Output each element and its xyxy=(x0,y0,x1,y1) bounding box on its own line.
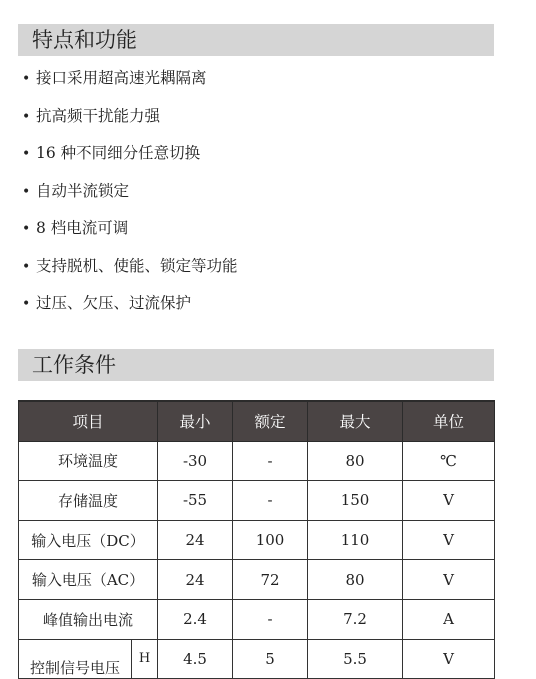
conditions-title: 工作条件 xyxy=(32,353,116,377)
cell-min: 2.4 xyxy=(158,599,233,639)
row-label: 环境温度 xyxy=(19,441,158,481)
feature-item: • 过压、欠压、过流保护 xyxy=(22,285,238,323)
row-label: 峰值输出电流 xyxy=(19,599,158,639)
cell-rated: - xyxy=(233,481,308,521)
header-unit: 单位 xyxy=(403,401,495,441)
cell-min: -30 xyxy=(158,441,233,481)
feature-item: • 8 档电流可调 xyxy=(22,210,238,248)
bullet-icon: • xyxy=(22,71,31,87)
feature-item: • 抗高频干扰能力强 xyxy=(22,98,238,136)
row-label: 控制信号电压 xyxy=(19,639,132,679)
cell-rated: - xyxy=(233,599,308,639)
feature-item: • 自动半流锁定 xyxy=(22,173,238,211)
cell-unit: A xyxy=(403,599,495,639)
feature-item: • 16 种不同细分任意切换 xyxy=(22,135,238,173)
cell-max: 110 xyxy=(308,520,403,560)
cell-unit: V xyxy=(403,481,495,521)
cell-rated: - xyxy=(233,441,308,481)
features-list xyxy=(22,60,238,323)
table-row xyxy=(19,599,495,639)
table-row xyxy=(19,441,495,481)
cell-level: H xyxy=(132,639,158,679)
cell-rated: 100 xyxy=(233,520,308,560)
table-row xyxy=(19,481,495,521)
feature-item: • 接口采用超高速光耦隔离 xyxy=(22,60,238,98)
header-max: 最大 xyxy=(308,401,403,441)
row-label: 输入电压（AC） xyxy=(19,560,158,600)
header-item: 项目 xyxy=(19,401,158,441)
cell-unit: V xyxy=(403,639,495,679)
cell-max: 5.5 xyxy=(308,639,403,679)
cell-min: 4.5 xyxy=(158,639,233,679)
cell-unit: V xyxy=(403,520,495,560)
cell-min: 24 xyxy=(158,560,233,600)
bullet-icon: • xyxy=(22,146,31,162)
header-min: 最小 xyxy=(158,401,233,441)
cell-rated: 72 xyxy=(233,560,308,600)
cell-rated: 5 xyxy=(233,639,308,679)
cell-max: 80 xyxy=(308,441,403,481)
cell-unit: ℃ xyxy=(403,441,495,481)
conditions-table xyxy=(18,400,495,679)
table-row xyxy=(19,560,495,600)
cell-max: 150 xyxy=(308,481,403,521)
bullet-icon: • xyxy=(22,108,31,125)
cell-max: 7.2 xyxy=(308,599,403,639)
cell-unit: V xyxy=(403,560,495,600)
cell-min: 24 xyxy=(158,520,233,560)
table-header-row xyxy=(19,401,495,441)
features-section-header xyxy=(18,24,494,56)
feature-item: • 支持脱机、使能、锁定等功能 xyxy=(22,248,238,286)
header-rated: 额定 xyxy=(233,401,308,441)
features-title: 特点和功能 xyxy=(32,28,137,52)
bullet-icon: • xyxy=(22,221,31,237)
row-label: 存储温度 xyxy=(19,481,158,521)
row-label: 输入电压（DC） xyxy=(19,520,158,560)
conditions-section-header xyxy=(18,349,494,381)
table-row xyxy=(19,520,495,560)
cell-min: -55 xyxy=(158,481,233,521)
bullet-icon: • xyxy=(22,258,31,275)
bullet-icon: • xyxy=(22,183,31,200)
cell-max: 80 xyxy=(308,560,403,600)
bullet-icon: • xyxy=(22,296,31,312)
